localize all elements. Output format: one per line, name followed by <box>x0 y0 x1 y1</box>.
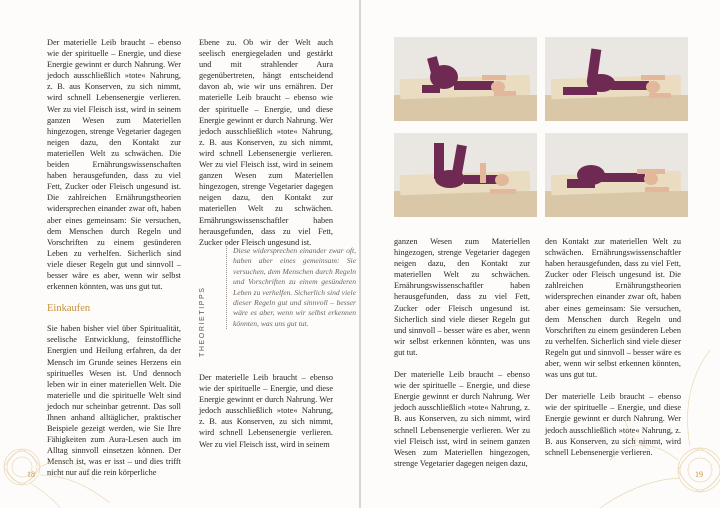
right-col2-paragraph-1: den Kontakt zur materiellen Welt zu schwächen. Ernährungswissenschaftler haben herausgefunden, dass zu viel Fett, Zucker oder Fleisch ungesund ist. Die zahlreichen Ernährungstheorien widersprechen einander zwar oft, haben aber eines gemeinsam: Sie versuchen, dem Menschen durch Regeln und Vorschriften zu einem gesünderen Leben zu verhelfen. Sicherlich sind viele dieser Regeln gut und sinnvoll – besser wäre es aber, wenn wir selbst erkennen könnten, was uns gut tut. <box>545 237 681 380</box>
yoga-photo-2 <box>545 37 688 121</box>
left-column-2 <box>199 37 333 259</box>
floral-ornament-right <box>590 350 720 508</box>
right-column-1 <box>394 236 530 480</box>
left-column-2-lower <box>199 372 333 461</box>
yoga-photo-4 <box>545 133 688 217</box>
right-col1-paragraph-1: ganzen Wesen zum Materiellen hingezogen, strenge Vegetarier dagegen neigen dazu, den Kontakt zur materiellen Welt zu schwächen. Ernährungswissenschaftler haben herausgefunden, dass zu viel Fett, Zucker oder Fleisch ungesund ist. Sicherlich sind viele dieser Regeln gut und sinnvoll – besser wäre es aber, wenn wir selbst erkennen könnten, was uns gut tut. <box>394 237 530 357</box>
floral-ornament-left <box>0 395 120 508</box>
section-heading-einkaufen: Einkaufen <box>47 303 91 315</box>
yoga-photo-1 <box>394 37 537 121</box>
right-col2-paragraph-2: Der materielle Leib braucht – ebenso wie der spirituelle – Energie, und diese Energie gewinnt er durch Nahrung. Wer jedoch ausschließlich »tote« Nahrung, z. B. aus Konserven, zu sich nimmt, wird schnell Lebensenergie verlieren. <box>545 392 681 457</box>
left-col1-paragraph-2: Sie haben bisher viel über Spiritualität, seelische Entwicklung, feinstoffliche Energien und Heilung erfahren, da der Mensch im Grunde seines Herzens ein spirituelles Wesen ist. Und dennoch leben wir in einer materiellen Welt. Die materielle und die spirituelle Welt sind jedoch nur scheinbar getrennt. Das soll Ihnen anhand alltäglicher, praktischer Beispiele gezeigt werden, wie Sie Ihre Fähigkeiten zum Aura-Lesen auch im Alltag sinnvoll einsetzen können. Der Mensch ist, was er isst – und dies trifft nicht nur auf die rein körperliche <box>47 324 181 478</box>
yoga-photo-3 <box>394 133 537 217</box>
right-page <box>361 0 720 508</box>
pull-quote: Diese widersprechen einander zwar oft, haben aber eines gemeinsam: Sie versuchen, dem Menschen durch Regeln und Vorschriften zu einem gesünderen Leben zu verhelfen. Sicherlich sind viele dieser Regeln gut und sinnvoll – besser wäre es aber, wenn wir selbst erkennen könnten, was uns gut tut. <box>226 246 356 329</box>
theorietipps-side-label: THEORIETIPPS <box>199 286 206 357</box>
left-col1-paragraph-1: Der materielle Leib braucht – ebenso wie der spirituelle – Energie, und diese Energie gewinnt er durch Nahrung. Wer jedoch ausschließlich »tote« Nahrung, z. B. aus Konserven, zu sich nimmt, wird schnell Lebensenergie verlieren. Wer zu viel Fleisch isst, wird in seinem ganzen Wesen zum Materiellen hingezogen, strenge Vegetarier dagegen neigen dazu, den Kontakt zur materiellen Welt zu schwächen. Die beiden Ernährungswissenschaften haben herausgefunden, dass zu viel Fett, Zucker oder Fleisch ungesund ist. Die zahlreichen Ernährungstheorien widersprechen einander zwar oft, haben aber eines gemeinsam: Sie versuchen, dem Menschen durch Regeln und Vorschriften zu einem gesünderen Leben zu verhelfen. Sicherlich sind viele dieser Regeln gut und sinnvoll – besser wäre es aber, wenn wir selbst erkennen könnten, was uns gut tut. <box>47 38 181 292</box>
right-col1-paragraph-2: Der materielle Leib braucht – ebenso wie der spirituelle – Energie, und diese Energie gewinnt er durch Nahrung. Wer jedoch ausschließlich »tote« Nahrung, z. B. aus Konserven, zu sich nimmt, wird schnell Lebensenergie verlieren. Wer zu viel Fleisch isst, wird in seinem ganzen Wesen zum Materiellen hingezogen, strenge Vegetarier dagegen neigen dazu, <box>394 370 530 468</box>
left-col2-paragraph-2: Der materielle Leib braucht – ebenso wie der spirituelle – Energie, und diese Energie gewinnt er durch Nahrung. Wer jedoch ausschließlich »tote« Nahrung, z. B. aus Konserven, zu sich nimmt, wird schnell Lebensenergie verlieren. Wer zu viel Fleisch isst, wird in seinem <box>199 373 333 449</box>
page-number-left: 18 <box>27 470 35 479</box>
left-col2-paragraph-1: Ebene zu. Ob wir der Welt auch seelisch energiegeladen und gestärkt und mit strahlender Aura gegenübertreten, hängt entscheidend davon ab, wie wir uns ernähren. Der materielle Leib braucht – ebenso wie der spirituelle – Energie, und diese Energie gewinnt er durch Nahrung. Wer jedoch ausschließlich »tote« Nahrung, z. B. aus Konserven, zu sich nimmt, wird schnell Lebensenergie verlieren. Wer zu viel Fleisch isst, wird in seinem ganzen Wesen zum Materiellen hingezogen, strenge Vegetarier dagegen neigen dazu, den Kontakt zur materiellen Welt zu schwächen. Ernährungswissenschaftler haben herausgefunden, dass zu viel Fett, Zucker oder Fleisch ungesund ist. <box>199 38 333 247</box>
page-number-right: 19 <box>695 470 703 479</box>
left-page <box>0 0 359 508</box>
